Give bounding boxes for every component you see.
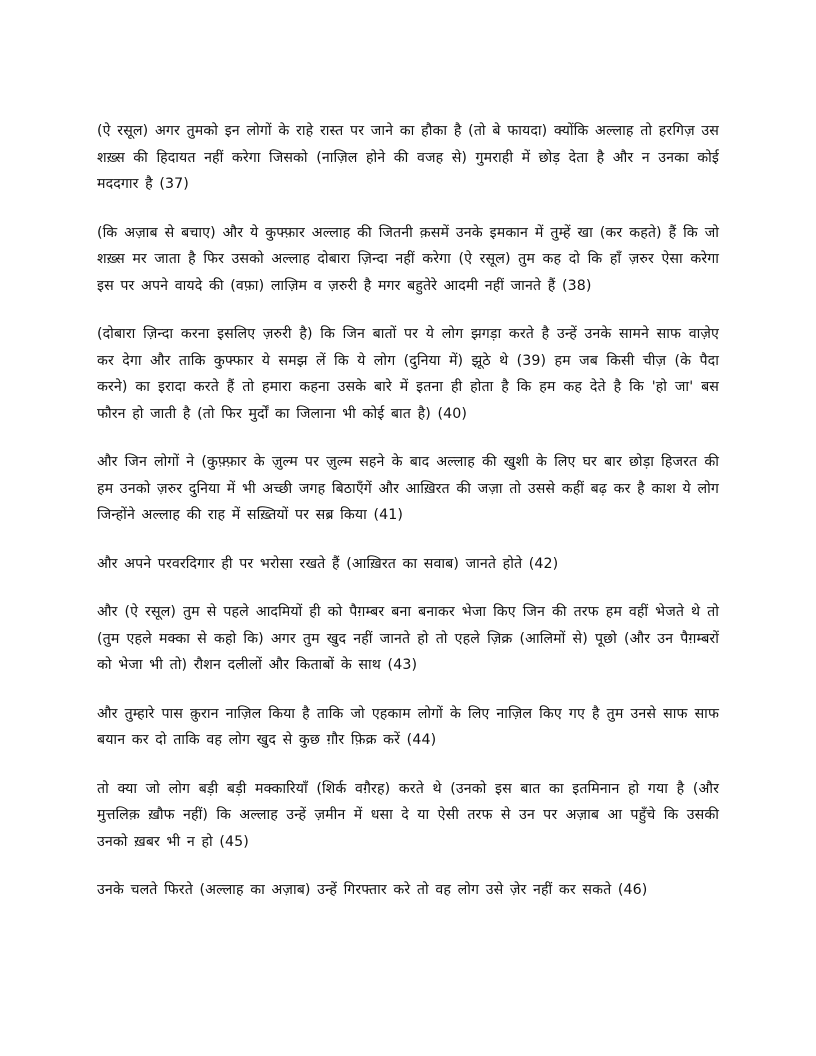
page-content bbox=[97, 118, 719, 926]
verse-paragraph-43: और (ऐ रसूल) तुम से पहले आदमियों ही को पैग़म्बर बना बनाकर भेजा किए जिन की तरफ हम वहीं भेजते थे तो (तुम एहले मक्का से कहो कि) अगर तुम खुद नहीं जानते हो तो एहले ज़िक्र (आलिमों से) पूछो (और उन पैग़म्बरों को भेजा भी तो) रौशन दलीलों और किताबों के साथ (43) bbox=[97, 604, 719, 673]
verse-paragraph-37: (ऐ रसूल) अगर तुमको इन लोगों के राहे रास्त पर जाने का हौका है (तो बे फायदा) क्योंकि अल्लाह तो हरगिज़ उस शख़्स की हिदायत नहीं करेगा जिसको (नाज़िल होने की वजह से) गुमराही में छोड़ देता है और न उनका कोई मददगार है (37) bbox=[97, 123, 719, 192]
verse-paragraph-42: और अपने परवरदिगार ही पर भरोसा रखते हैं (आख़िरत का सवाब) जानते होते (42) bbox=[97, 555, 559, 572]
verse-paragraph-38: (कि अज़ाब से बचाए) और ये कुफ्फ़ार अल्लाह की जितनी क़समें उनके इमकान में तुम्हें खा (कर कहते) हैं कि जो शख़्स मर जाता है फिर उसको अल्लाह दोबारा ज़िन्दा नहीं करेगा (ऐ रसूल) तुम कह दो कि हाँ ज़रुर ऐसा करेगा इस पर अपने वायदे की (वफ़ा) लाज़िम व ज़रुरी है मगर बहुतेरे आदमी नहीं जानते हैं (38) bbox=[97, 224, 719, 294]
verse-paragraph-41: और जिन लोगों ने (कुफ़्फ़ार के ज़ुल्म पर ज़ुल्म सहने के बाद अल्लाह की खुशी के लिए घर बार छोड़ा हिजरत की हम उनको ज़रुर दुनिया में भी अच्छी जगह बिठाएँगें और आख़िरत की जज़ा तो उससे कहीं बढ़ कर है काश ये लोग जिन्होंने अल्लाह की राह में सख़्तियों पर सब्र किया (41) bbox=[97, 454, 719, 523]
verse-paragraph-46: उनके चलते फिरते (अल्लाह का अज़ाब) उन्हें गिरफ्तार करे तो वह लोग उसे ज़ेर नहीं कर सकते (46) bbox=[97, 882, 648, 898]
verse-paragraph-44: और तुम्हारे पास क़ुरान नाज़िल किया है ताकि जो एहकाम लोगों के लिए नाज़िल किए गए है तुम उनसे साफ साफ बयान कर दो ताकि वह लोग खुद से कुछ ग़ौर फ़िक्र करें (44) bbox=[97, 705, 719, 748]
verse-paragraph-45: तो क्या जो लोग बड़ी बड़ी मक्कारियाँ (शिर्क वग़ैरह) करते थे (उनको इस बात का इतमिनान हो गया है (और मुत्तलिक़ ख़ौफ नहीं) कि अल्लाह उन्हें ज़मीन में धसा दे या ऐसी तरफ से उन पर अज़ाब आ पहुँचे कि उसकी उनको ख़बर भी न हो (45) bbox=[97, 780, 719, 850]
verse-paragraph-39-40: (दोबारा ज़िन्दा करना इसलिए ज़रुरी है) कि जिन बातों पर ये लोग झगड़ा करते है उन्हें उनके सामने साफ वाज़ेए कर देगा और ताकि कुफ्फार ये समझ लें कि ये लोग (दुनिया में) झूठे थे (39) हम जब किसी चीज़ (के पैदा करने) का इरादा करते हैं तो हमारा कहना उसके बारे में इतना ही होता है कि हम कह देते है कि 'हो जा' बस फौरन हो जाती है (तो फिर मुर्दों का जिलाना भी कोई बात है) (40) bbox=[97, 326, 719, 422]
